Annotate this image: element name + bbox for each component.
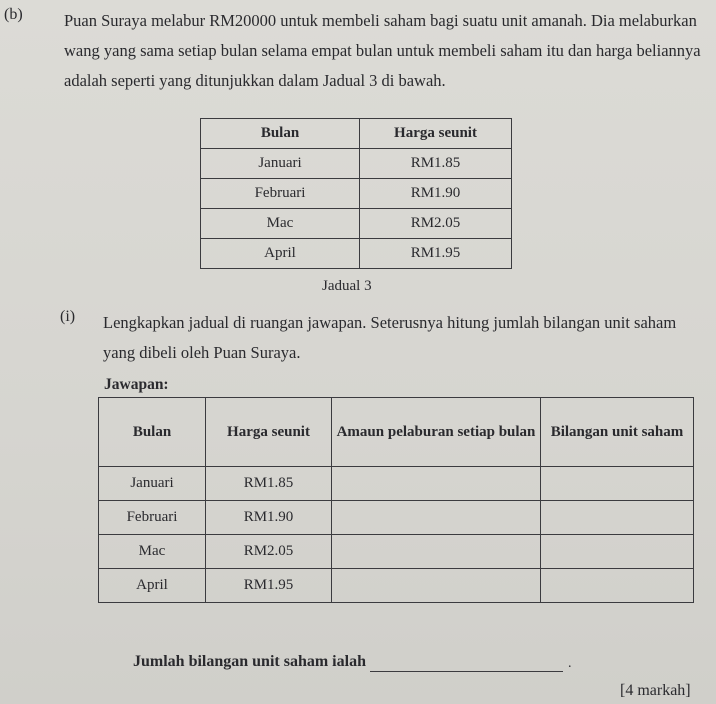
cell-harga: RM1.95 — [206, 569, 332, 603]
answer-cell-amaun[interactable] — [332, 501, 541, 535]
total-answer-blank[interactable] — [370, 671, 563, 672]
table-jadual-3 — [200, 118, 512, 269]
table-header-row — [201, 119, 512, 149]
total-label: Jumlah bilangan unit saham ialah — [133, 653, 366, 670]
question-paragraph: Puan Suraya melabur RM20000 untuk membeli saham bagi suatu unit amanah. Dia melaburkan wang yang sama setiap bulan selama empat bulan untuk membeli saham itu dan harga beliannya adalah seperti yang ditunjukkan dalam Jadual 3 di bawah. — [64, 11, 701, 90]
cell-bulan: Januari — [99, 467, 206, 501]
total-end-mark: . — [568, 656, 572, 671]
part-i-text: Lengkapkan jadual di ruangan jawapan. Seterusnya hitung jumlah bilangan unit saham yang dibeli oleh Puan Suraya. — [103, 313, 677, 362]
answer-cell-amaun[interactable] — [332, 569, 541, 603]
header-bulan: Bulan — [201, 119, 360, 149]
cell-harga: RM1.90 — [206, 501, 332, 535]
part-i-label: (i) — [60, 308, 76, 325]
header-harga-seunit: Harga seunit — [206, 398, 332, 467]
answer-label: Jawapan: — [104, 376, 169, 393]
table-row — [201, 149, 512, 179]
table-caption: Jadual 3 — [322, 278, 372, 294]
cell-bulan: Januari — [201, 149, 360, 179]
table-row — [99, 501, 694, 535]
marks-label: [4 markah] — [620, 682, 691, 699]
cell-harga: RM2.05 — [360, 209, 512, 239]
answer-cell-bilangan[interactable] — [541, 467, 694, 501]
header-amaun-pelaburan: Amaun pelaburan setiap bulan — [332, 398, 541, 467]
header-harga-seunit: Harga seunit — [360, 119, 512, 149]
cell-harga: RM1.85 — [360, 149, 512, 179]
answer-cell-amaun[interactable] — [332, 467, 541, 501]
cell-harga: RM1.85 — [206, 467, 332, 501]
table-row — [201, 179, 512, 209]
header-bulan: Bulan — [99, 398, 206, 467]
answer-cell-amaun[interactable] — [332, 535, 541, 569]
cell-bulan: Mac — [201, 209, 360, 239]
table-row — [99, 569, 694, 603]
cell-bulan: April — [99, 569, 206, 603]
answer-header-row — [99, 398, 694, 467]
question-label: (b) — [4, 6, 23, 23]
cell-harga: RM2.05 — [206, 535, 332, 569]
cell-bulan: Mac — [99, 535, 206, 569]
cell-bulan: April — [201, 239, 360, 269]
header-bilangan-unit: Bilangan unit saham — [541, 398, 694, 467]
table-row — [99, 535, 694, 569]
answer-cell-bilangan[interactable] — [541, 569, 694, 603]
table-row — [201, 209, 512, 239]
answer-cell-bilangan[interactable] — [541, 501, 694, 535]
cell-harga: RM1.90 — [360, 179, 512, 209]
cell-bulan: Februari — [99, 501, 206, 535]
answer-table — [98, 397, 694, 603]
table-row — [201, 239, 512, 269]
table-row — [99, 467, 694, 501]
cell-bulan: Februari — [201, 179, 360, 209]
answer-cell-bilangan[interactable] — [541, 535, 694, 569]
cell-harga: RM1.95 — [360, 239, 512, 269]
